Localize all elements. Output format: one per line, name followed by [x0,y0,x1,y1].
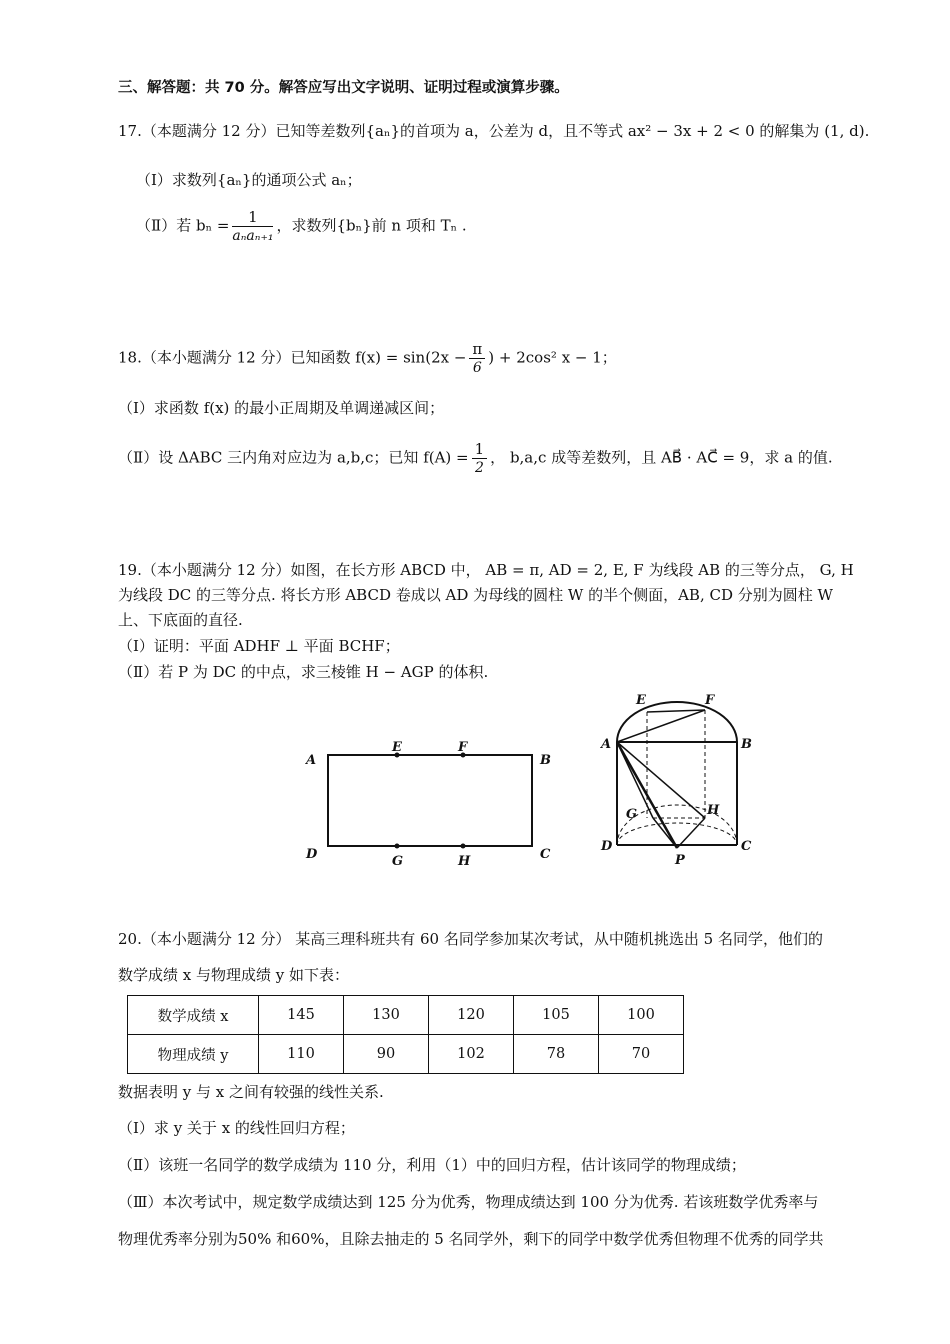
table-cell: 90 [344,1035,429,1074]
q17-fraction-den: aₙaₙ₊₁ [232,228,274,244]
q19-line1: 19.（本小题满分 12 分）如图，在长方形 ABCD 中， AB = π, AD = 2, E, F 为线段 AB 的三等分点， G, H [118,561,854,579]
cyl-label-d: D [601,839,613,854]
cyl-label-h: H [707,803,720,818]
q18-fraction2-num: 1 [472,440,488,459]
q18-stem-suffix: ) + 2cos² x − 1； [488,348,617,367]
q17-stem: 17.（本题满分 12 分）已知等差数列{aₙ}的首项为 a，公差为 d，且不等式 ax² − 3x + 2 < 0 的解集为 (1, d). [118,122,870,140]
label-d: D [306,847,318,862]
q19-line3: 上、下底面的直径. [118,611,243,629]
q20-part2: （Ⅱ）该班一名同学的数学成绩为 110 分，利用（1）中的回归方程，估计该同学的物理成绩； [118,1156,746,1174]
section-title: 三、解答题：共 70 分。解答应写出文字说明、证明过程或演算步骤。 [118,80,569,96]
q20-line2: 数学成绩 x 与物理成绩 y 如下表： [118,966,350,984]
figure-cylinder [595,690,770,870]
label-e: E [392,740,402,755]
q20-part1: （Ⅰ）求 y 关于 x 的线性回归方程； [118,1119,355,1137]
point-g [395,844,400,849]
rectangle-abcd [328,755,532,846]
cyl-label-e: E [636,693,646,708]
table-row-math [128,996,684,1035]
q20-part4: 物理优秀率分别为50% 和60%，且除去抽走的 5 名同学外，剩下的同学中数学优秀但物理不优秀的同学共 [118,1230,824,1248]
q20-after-table: 数据表明 y 与 x 之间有较强的线性关系. [118,1083,384,1101]
table-cell: 120 [429,996,514,1035]
q20-line1: 20.（本小题满分 12 分） 某高三理科班共有 60 名同学参加某次考试，从中随机挑选出 5 名同学，他们的 [118,930,823,948]
q18-fraction-2 [472,440,488,477]
label-h: H [458,854,471,869]
table-cell: 145 [259,996,344,1035]
q17-part2 [136,208,467,245]
table-cell: 70 [599,1035,684,1074]
q18-fraction-num: π [469,340,485,359]
q18-stem-prefix: 18.（本小题满分 12 分）已知函数 f(x) = sin(2x − [118,348,467,367]
segment-ef [647,710,705,712]
q17-part2-prefix: （Ⅱ）若 bₙ = [136,216,230,235]
q17-fraction-num: 1 [232,208,273,227]
cyl-label-b: B [741,737,752,752]
label-g: G [392,854,404,869]
label-a: A [306,753,317,768]
table-cell: 110 [259,1035,344,1074]
label-b: B [540,753,551,768]
q18-part2 [118,440,833,477]
table-header-physics: 物理成绩 y [128,1035,259,1074]
table-cell: 78 [514,1035,599,1074]
segment-gp [653,818,677,848]
q20-part3: （Ⅲ）本次考试中，规定数学成绩达到 125 分为优秀，物理成绩达到 100 分为优秀. 若该班数学优秀率与 [118,1193,819,1211]
q19-line2: 为线段 DC 的三等分点. 将长方形 ABCD 卷成以 AD 为母线的圆柱 W 的半个侧面，AB, CD 分别为圆柱 W [118,586,833,604]
table-cell: 105 [514,996,599,1035]
label-f: F [458,740,468,755]
table-row-physics [128,1035,684,1074]
q19-part1: （Ⅰ）证明：平面 ADHF ⊥ 平面 BCHF； [118,637,400,655]
q18-stem [118,340,617,377]
cyl-label-p: P [675,853,685,868]
figure-rectangle [300,738,560,870]
q18-part2-suffix: ， b,a,c 成等差数列，且 AB⃗ · AC⃗ = 9，求 a 的值. [490,448,833,467]
segment-af [617,710,705,742]
q17-part1: （Ⅰ）求数列{aₙ}的通项公式 aₙ； [136,171,362,189]
q18-part1: （Ⅰ）求函数 f(x) 的最小正周期及单调递减区间； [118,399,445,417]
cyl-label-c: C [741,839,752,854]
q17-fraction [232,208,273,245]
cyl-label-f: F [705,693,715,708]
point-h [461,844,466,849]
q18-part2-prefix: （Ⅱ）设 ΔABC 三内角对应边为 a,b,c；已知 f(A) = [118,448,469,467]
q19-part2: （Ⅱ）若 P 为 DC 的中点，求三棱锥 H − AGP 的体积. [118,663,489,681]
table-cell: 100 [599,996,684,1035]
table-cell: 102 [429,1035,514,1074]
label-c: C [540,847,551,862]
cyl-label-g: G [626,807,638,822]
q18-fraction2-den: 2 [474,460,484,476]
table-cell: 130 [344,996,429,1035]
table-header-math: 数学成绩 x [128,996,259,1035]
q17-part2-suffix: ，求数列{bₙ}前 n 项和 Tₙ . [276,216,467,235]
q18-fraction-den: 6 [472,360,482,376]
q18-fraction [469,340,485,377]
segment-hp [677,818,705,848]
score-table [127,995,684,1074]
bottom-arc-inner [617,823,737,845]
cyl-label-a: A [601,737,612,752]
